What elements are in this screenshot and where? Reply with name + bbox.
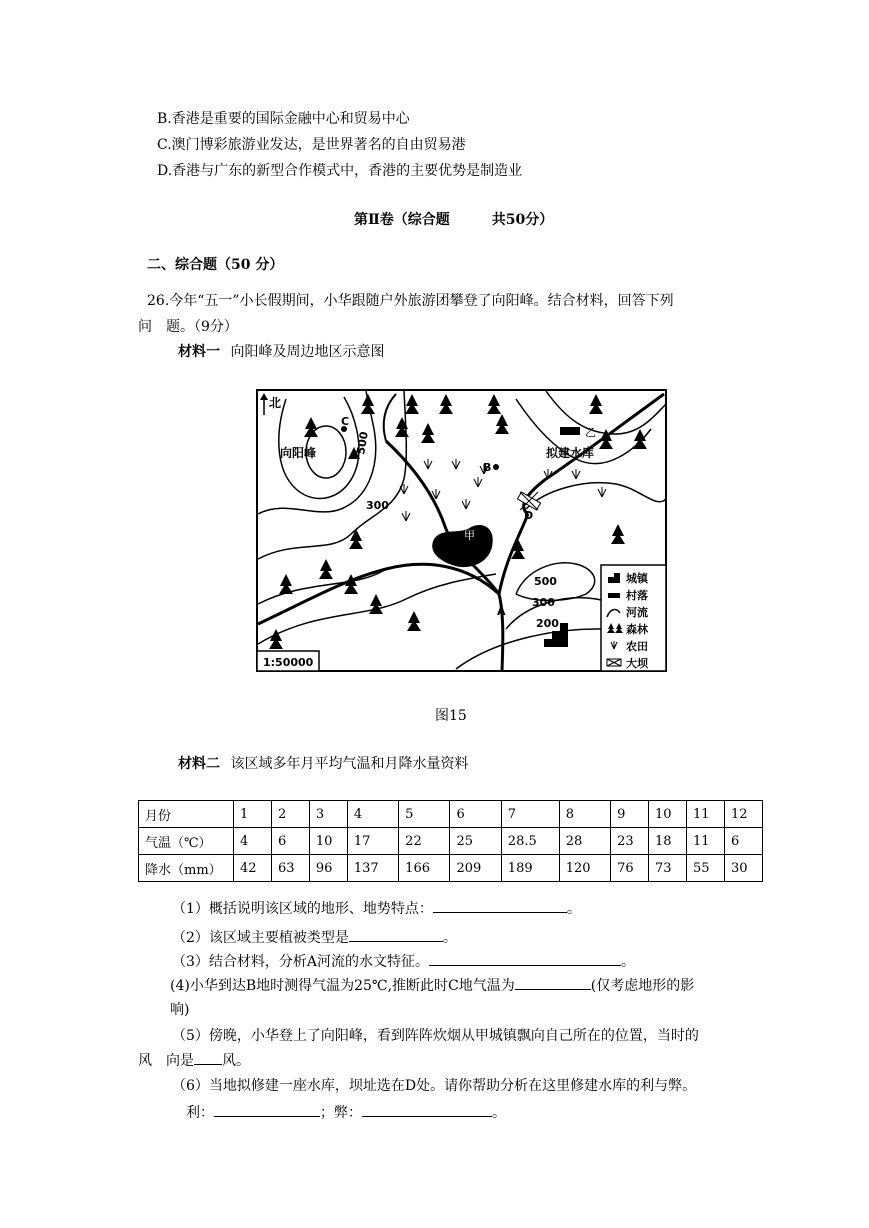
question-3	[172, 951, 635, 971]
label-c: C	[341, 415, 350, 428]
table-cell: 11	[686, 801, 724, 828]
question-6-answer	[186, 1102, 506, 1122]
material-1	[178, 341, 384, 361]
question-1	[172, 898, 581, 918]
table-cell: 12	[724, 801, 762, 828]
answer-blank-4[interactable]	[515, 975, 591, 990]
answer-blank-2[interactable]	[349, 927, 443, 942]
table-row	[139, 801, 763, 828]
question-1-end: 。	[566, 901, 581, 917]
figure-caption: 图15	[435, 708, 467, 724]
contour-label-300-right: 300	[532, 596, 555, 609]
table-cell: 137	[347, 855, 398, 882]
table-cell: 3	[309, 801, 347, 828]
table-cell: 6	[450, 801, 501, 828]
question-2	[172, 927, 457, 947]
legend-dam: 大坝	[626, 657, 648, 670]
scale-label: 1:50000	[263, 656, 314, 669]
label-a: A	[497, 605, 506, 618]
table-cell: 11	[686, 828, 724, 855]
question-1-text: （1）概括说明该区域的地形、地势特点：	[172, 901, 433, 917]
question-2-text: （2）该区域主要植被类型是	[172, 930, 349, 946]
table-cell: 28	[559, 828, 610, 855]
question-5-text: 风 向是	[138, 1053, 194, 1069]
question-26-line1: 26.今年“五一”小长假期间，小华跟随户外旅游团攀登了向阳峰。结合材料，回答下列	[147, 293, 674, 309]
table-cell: 209	[450, 855, 501, 882]
material-2-label: 材料二	[178, 756, 220, 772]
contour-label-500-left: 500	[354, 430, 371, 456]
question-6-end: 。	[492, 1105, 506, 1121]
table-cell: 166	[399, 855, 450, 882]
answer-blank-3[interactable]	[429, 951, 621, 966]
climate-table	[138, 800, 763, 882]
contour-label-200: 200	[536, 617, 559, 630]
question-5-line1: （5）傍晚，小华登上了向阳峰，看到阵阵炊烟从甲城镇飘向自己所在的位置，当时的	[172, 1028, 699, 1044]
table-cell: 10	[309, 828, 347, 855]
table-row	[139, 855, 763, 882]
table-cell: 6	[724, 828, 762, 855]
answer-blank-disadvantage[interactable]	[362, 1102, 492, 1117]
table-cell: 9	[611, 801, 649, 828]
answer-blank-5[interactable]	[194, 1050, 222, 1065]
table-cell: 22	[399, 828, 450, 855]
topographic-map	[256, 389, 668, 672]
table-cell: 189	[501, 855, 559, 882]
material-2	[178, 753, 468, 773]
table-row-label: 降水（mm）	[139, 855, 234, 882]
legend-village: 村落	[626, 589, 648, 602]
table-cell: 6	[271, 828, 309, 855]
question-4-line2: 响)	[170, 1002, 190, 1018]
legend-river: 河流	[626, 606, 648, 619]
answer-blank-advantage[interactable]	[214, 1102, 320, 1117]
question-5-line2	[138, 1050, 250, 1070]
point-b	[493, 464, 499, 470]
table-cell: 23	[611, 828, 649, 855]
question-3-end: 。	[621, 954, 636, 970]
contour-label-300-left: 300	[366, 499, 389, 512]
material-1-label: 材料一	[178, 344, 220, 360]
table-cell: 2	[271, 801, 309, 828]
table-cell: 73	[649, 855, 687, 882]
legend-farmland: 农田	[626, 640, 648, 653]
legend-dam-icon	[607, 659, 621, 666]
table-row-label: 月份	[139, 801, 234, 828]
question-3-text: （3）结合材料，分析A河流的水文特征。	[172, 954, 430, 970]
contour-label-500-right: 500	[534, 575, 557, 588]
table-cell: 76	[611, 855, 649, 882]
answer-blank-1[interactable]	[433, 898, 567, 913]
table-cell: 7	[501, 801, 559, 828]
table-cell: 25	[450, 828, 501, 855]
option-d: D.香港与广东的新型合作模式中，香港的主要优势是制造业	[157, 163, 523, 179]
table-cell: 4	[347, 801, 398, 828]
question-4-text: (4)小华到达B地时测得气温为25℃,推断此时C地气温为	[170, 978, 515, 994]
table-cell: 55	[686, 855, 724, 882]
disadvantage-label: ；弊：	[320, 1105, 362, 1121]
material-2-text: 该区域多年月平均气温和月降水量资料	[230, 756, 469, 772]
question-5-end: 风。	[222, 1053, 250, 1069]
north-label: 北	[269, 396, 282, 410]
table-cell: 8	[559, 801, 610, 828]
label-d: D	[524, 509, 534, 522]
legend-forest: 森林	[626, 623, 648, 636]
table-cell: 18	[649, 828, 687, 855]
label-b: B	[483, 461, 492, 474]
legend-village-icon	[608, 593, 620, 598]
advantage-label: 利：	[186, 1105, 214, 1121]
table-cell: 1	[234, 801, 272, 828]
table-cell: 120	[559, 855, 610, 882]
label-jia: 甲	[464, 529, 475, 542]
table-row-label: 气温（℃）	[139, 828, 234, 855]
table-cell: 30	[724, 855, 762, 882]
legend-town: 城镇	[626, 572, 648, 585]
question-4	[170, 975, 694, 995]
table-cell: 5	[399, 801, 450, 828]
question-6: （6）当地拟修建一座水库，坝址选在D处。请你帮助分析在这里修建水库的利与弊。	[172, 1078, 697, 1094]
table-cell: 28.5	[501, 828, 559, 855]
label-reservoir: 拟建水库	[546, 446, 595, 460]
legend	[601, 565, 666, 671]
label-peak: 向阳峰	[280, 446, 317, 460]
option-b: B.香港是重要的国际金融中心和贸易中心	[157, 111, 410, 127]
village-yi	[560, 427, 580, 435]
question-2-end: 。	[442, 930, 457, 946]
question-26-line2: 问 题。（9分）	[138, 319, 238, 335]
label-yi: 乙	[585, 426, 596, 439]
table-cell: 17	[347, 828, 398, 855]
table-row	[139, 828, 763, 855]
section-title: 第Ⅱ卷（综合题 共50分）	[354, 212, 554, 228]
part-title: 二、综合题（50 分）	[147, 257, 284, 273]
table-cell: 96	[309, 855, 347, 882]
material-1-text: 向阳峰及周边地区示意图	[230, 344, 385, 360]
table-cell: 10	[649, 801, 687, 828]
option-c: C.澳门博彩旅游业发达，是世界著名的自由贸易港	[157, 137, 466, 153]
table-cell: 42	[234, 855, 272, 882]
question-4-text-end: (仅考虑地形的影	[590, 978, 695, 994]
table-cell: 4	[234, 828, 272, 855]
table-cell: 63	[271, 855, 309, 882]
